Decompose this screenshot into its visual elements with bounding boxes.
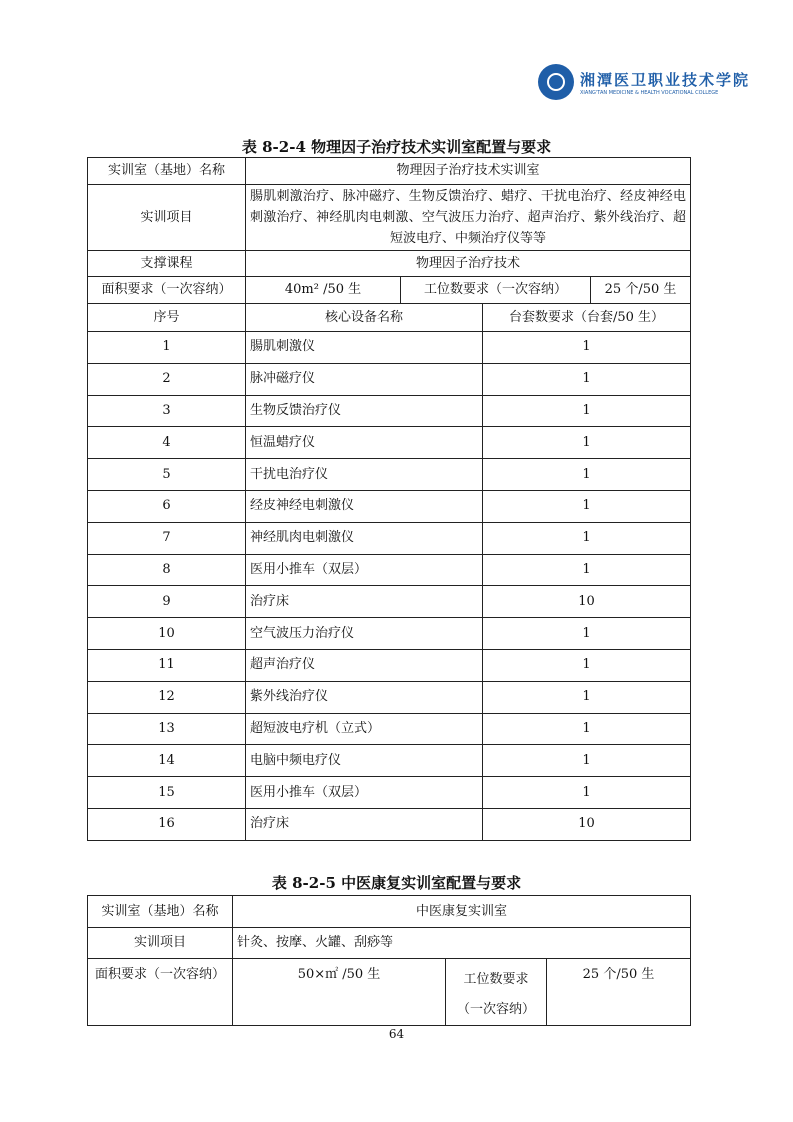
row-quantity: 1: [483, 713, 691, 745]
project-value: 腸肌刺激治疗、脉冲磁疗、生物反馈治疗、蜡疗、干扰电治疗、经皮神经电刺激治疗、神经肌肉电刺激、空气波压力治疗、超声治疗、紫外线治疗、超短波电疗、中频治疗仪等等: [246, 185, 691, 251]
row-index: 13: [88, 713, 246, 745]
course-label: 支撑课程: [88, 251, 246, 277]
station-label: 工位数要求（一次容纳）: [401, 277, 591, 304]
table-row: [88, 332, 691, 364]
course-value: 物理因子治疗技术: [246, 251, 691, 277]
table-row: [88, 745, 691, 777]
name-label: 实训室（基地）名称: [88, 158, 246, 185]
table2-caption: 表 8-2-5 中医康复实训室配置与要求: [271, 874, 522, 892]
row-index: 8: [88, 554, 246, 586]
table-row: [88, 777, 691, 809]
row-equipment: 超短波电疗机（立式）: [246, 713, 483, 745]
row-index: 16: [88, 808, 246, 840]
row-quantity: 1: [483, 490, 691, 522]
table1: [87, 157, 691, 841]
row-index: 1: [88, 332, 246, 364]
row-equipment: 脉冲磁疗仪: [246, 363, 483, 395]
table-row: [88, 363, 691, 395]
project-label: 实训项目: [88, 185, 246, 251]
name-value: 物理因子治疗技术实训室: [246, 158, 691, 185]
row-quantity: 1: [483, 332, 691, 364]
row-quantity: 1: [483, 427, 691, 459]
row-quantity: 1: [483, 649, 691, 681]
row-quantity: 10: [483, 586, 691, 618]
row-index: 11: [88, 649, 246, 681]
row-index: 12: [88, 681, 246, 713]
row-equipment: 医用小推车（双层）: [246, 554, 483, 586]
row-index: 4: [88, 427, 246, 459]
row-equipment: 空气波压力治疗仪: [246, 618, 483, 650]
row-quantity: 1: [483, 681, 691, 713]
college-logo: [538, 64, 750, 100]
table-row: [88, 490, 691, 522]
row-quantity: 1: [483, 777, 691, 809]
row-equipment: 经皮神经电刺激仪: [246, 490, 483, 522]
station-value: 25 个/50 生: [591, 277, 691, 304]
header-quantity: 台套数要求（台套/50 生）: [483, 304, 691, 332]
table1-caption: 表 8-2-4 物理因子治疗技术实训室配置与要求: [241, 138, 552, 156]
row-index: 5: [88, 459, 246, 491]
logo-cn: 湘潭医卫职业技术学院: [580, 70, 751, 89]
row-quantity: 1: [483, 395, 691, 427]
row-equipment: 治疗床: [246, 586, 483, 618]
row-quantity: 1: [483, 363, 691, 395]
row-equipment: 恒温蜡疗仪: [246, 427, 483, 459]
row-equipment: 电脑中频电疗仪: [246, 745, 483, 777]
row-index: 10: [88, 618, 246, 650]
row-index: 7: [88, 522, 246, 554]
row-quantity: 1: [483, 459, 691, 491]
row-equipment: 生物反馈治疗仪: [246, 395, 483, 427]
area-value: 50×㎡ /50 生: [233, 959, 446, 1026]
table-row: [88, 522, 691, 554]
area-label: 面积要求（一次容纳）: [88, 277, 246, 304]
table-row: [88, 808, 691, 840]
table-row: [88, 713, 691, 745]
row-quantity: 1: [483, 522, 691, 554]
logo-en: XIANG'TAN MEDICINE & HEALTH VOCATIONAL COLLEGE: [580, 89, 719, 96]
table-row: [88, 649, 691, 681]
row-equipment: 神经肌肉电刺激仪: [246, 522, 483, 554]
project-label: 实训项目: [88, 928, 233, 959]
station-value: 25 个/50 生: [547, 959, 691, 1026]
row-index: 9: [88, 586, 246, 618]
row-quantity: 10: [483, 808, 691, 840]
row-equipment: 治疗床: [246, 808, 483, 840]
table-row: [88, 586, 691, 618]
name-value: 中医康复实训室: [233, 896, 691, 928]
station-label: [446, 959, 547, 1026]
row-index: 15: [88, 777, 246, 809]
project-value: 针灸、按摩、火罐、刮痧等: [233, 928, 691, 959]
area-value: 40m² /50 生: [246, 277, 401, 304]
row-equipment: 超声治疗仪: [246, 649, 483, 681]
name-label: 实训室（基地）名称: [88, 896, 233, 928]
row-quantity: 1: [483, 745, 691, 777]
table-row: [88, 554, 691, 586]
row-quantity: 1: [483, 554, 691, 586]
table-row: [88, 459, 691, 491]
row-index: 6: [88, 490, 246, 522]
header-index: 序号: [88, 304, 246, 332]
table-row: [88, 427, 691, 459]
row-index: 14: [88, 745, 246, 777]
row-quantity: 1: [483, 618, 691, 650]
area-label: 面积要求（一次容纳）: [88, 959, 233, 1026]
table-row: [88, 681, 691, 713]
station-label-line2: （一次容纳）: [456, 1002, 535, 1017]
row-equipment: 腸肌刺激仪: [246, 332, 483, 364]
row-equipment: 医用小推车（双层）: [246, 777, 483, 809]
table-row: [88, 395, 691, 427]
college-seal-icon: [538, 64, 574, 100]
row-index: 2: [88, 363, 246, 395]
station-label-line1: 工位数要求: [463, 972, 529, 987]
row-equipment: 紫外线治疗仪: [246, 681, 483, 713]
page-number: 64: [388, 1027, 405, 1041]
table2: [87, 895, 691, 1026]
row-equipment: 干扰电治疗仪: [246, 459, 483, 491]
row-index: 3: [88, 395, 246, 427]
header-equipment: 核心设备名称: [246, 304, 483, 332]
table-row: [88, 618, 691, 650]
